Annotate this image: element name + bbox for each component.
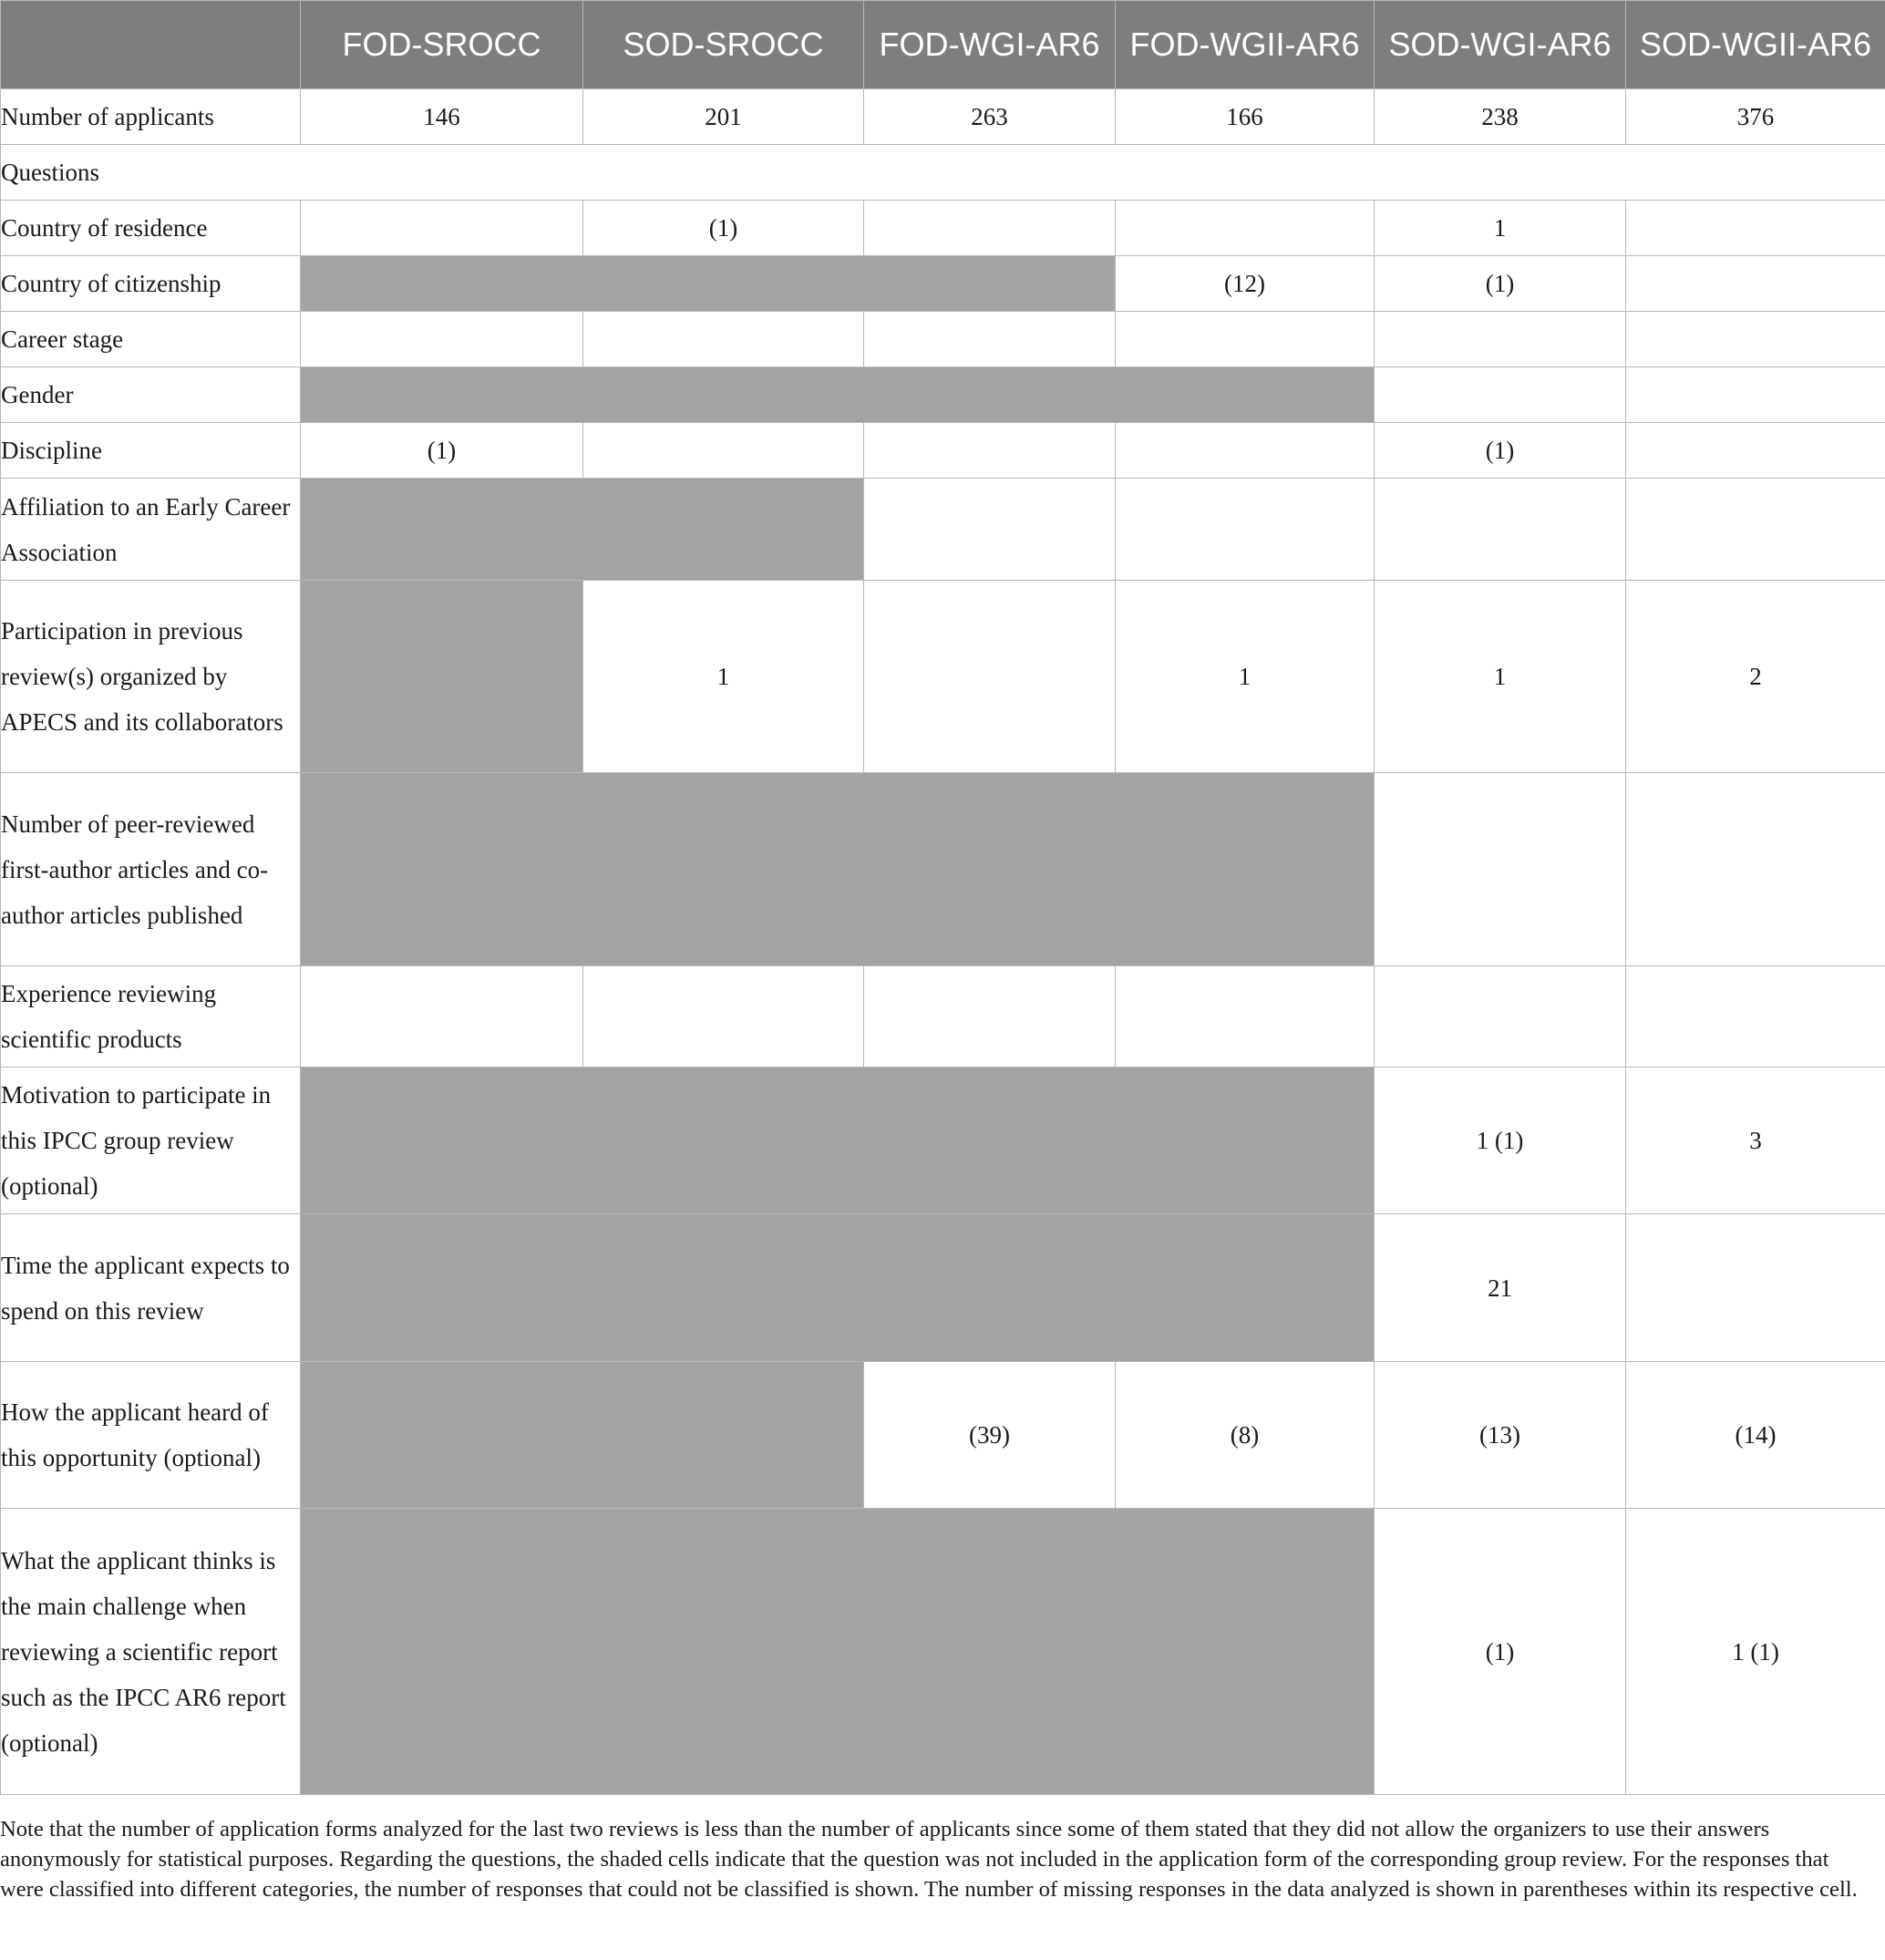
- row-label: Country of citizenship: [1, 256, 301, 312]
- table-cell: [1626, 1214, 1885, 1362]
- table-cell: 3: [1626, 1068, 1885, 1214]
- row-label: Affiliation to an Early Career Association: [1, 479, 301, 581]
- row-label: Time the applicant expects to spend on this review: [1, 1214, 301, 1362]
- table-cell: 238: [1375, 89, 1626, 145]
- table-cell: [1375, 773, 1626, 966]
- table-row-motivation: [1, 1068, 1885, 1214]
- header-sod-wgii-ar6: SOD-WGII-AR6: [1626, 1, 1885, 89]
- row-label: What the applicant thinks is the main challenge when reviewing a scientific report such as the IPCC AR6 report (optional): [1, 1509, 301, 1795]
- table-cell: [864, 423, 1116, 479]
- table-cell: 166: [1116, 89, 1375, 145]
- table-cell: [1626, 256, 1885, 312]
- table-cell: [1375, 367, 1626, 423]
- table-row-articles: [1, 773, 1885, 966]
- table-cell: (1): [1375, 423, 1626, 479]
- row-label: Gender: [1, 367, 301, 423]
- table-cell: [1626, 201, 1885, 256]
- table-cell: [301, 201, 583, 256]
- table-row-applicants: [1, 89, 1885, 145]
- table-cell: 2: [1626, 581, 1885, 773]
- table-footnote: Note that the number of application forms analyzed for the last two reviews is less than the number of applicants since some of them stated that they did not allow the organizers to use their answers anonymously for statistical purposes. Regarding the questions, the shaded cells indicate that the question was not included in the application form of the corresponding group review. For the responses that were classified into different categories, the number of responses that could not be classified is shown. The number of missing responses in the data analyzed is shown in parentheses within its respective cell.: [0, 1817, 1858, 1902]
- table-row-time: [1, 1214, 1885, 1362]
- table-cell: [864, 479, 1116, 581]
- table-cell: (1): [1375, 1509, 1626, 1795]
- table-cell: [301, 312, 583, 367]
- table-row-gender: [1, 367, 1885, 423]
- row-label: Experience reviewing scientific products: [1, 966, 301, 1068]
- table-cell: [1375, 966, 1626, 1068]
- table-cell: [864, 312, 1116, 367]
- table-cell: (14): [1626, 1362, 1885, 1509]
- table-cell: 201: [583, 89, 864, 145]
- table-cell: [1375, 312, 1626, 367]
- table-cell: (8): [1116, 1362, 1375, 1509]
- header-corner: [1, 1, 301, 89]
- table-cell: (1): [583, 201, 864, 256]
- header-fod-srocc: FOD-SROCC: [301, 1, 583, 89]
- table-cell: [1626, 367, 1885, 423]
- table-cell: [1116, 423, 1375, 479]
- shaded-cell: [301, 1509, 1375, 1795]
- table-cell: (12): [1116, 256, 1375, 312]
- table-cell: 1: [1375, 201, 1626, 256]
- table-cell: (13): [1375, 1362, 1626, 1509]
- table-cell: [583, 966, 864, 1068]
- table-row-discipline: [1, 423, 1885, 479]
- table-row-heard: [1, 1362, 1885, 1509]
- shaded-cell: [301, 1068, 1375, 1214]
- table-cell: 1: [1375, 581, 1626, 773]
- table-cell: [1626, 312, 1885, 367]
- table-cell: [1626, 966, 1885, 1068]
- table-row-challenge: [1, 1509, 1885, 1795]
- row-label: Participation in previous review(s) organized by APECS and its collaborators: [1, 581, 301, 773]
- table-cell: 376: [1626, 89, 1885, 145]
- table-cell: [301, 966, 583, 1068]
- row-label: Motivation to participate in this IPCC group review (optional): [1, 1068, 301, 1214]
- table-cell: [1116, 312, 1375, 367]
- table-cell: [1626, 479, 1885, 581]
- row-label: Country of residence: [1, 201, 301, 256]
- shaded-cell: [301, 367, 1375, 423]
- table-cell: [864, 581, 1116, 773]
- shaded-cell: [301, 479, 864, 581]
- table-cell: [1116, 966, 1375, 1068]
- table-cell: 1: [1116, 581, 1375, 773]
- table-row-experience: [1, 966, 1885, 1068]
- shaded-cell: [301, 1214, 1375, 1362]
- table-cell: 1 (1): [1375, 1068, 1626, 1214]
- shaded-cell: [301, 1362, 864, 1509]
- table-row-affiliation: [1, 479, 1885, 581]
- section-label: Questions: [1, 145, 1885, 201]
- table-cell: (1): [301, 423, 583, 479]
- shaded-cell: [301, 773, 1375, 966]
- table-cell: [864, 966, 1116, 1068]
- table-cell: 146: [301, 89, 583, 145]
- table-cell: 1: [583, 581, 864, 773]
- table-cell: [1375, 479, 1626, 581]
- table-row-citizenship: [1, 256, 1885, 312]
- table-cell: 1 (1): [1626, 1509, 1885, 1795]
- table-cell: [864, 201, 1116, 256]
- header-fod-wgi-ar6: FOD-WGI-AR6: [864, 1, 1116, 89]
- row-label: Discipline: [1, 423, 301, 479]
- table-cell: [1116, 201, 1375, 256]
- header-sod-wgi-ar6: SOD-WGI-AR6: [1375, 1, 1626, 89]
- table-cell: (1): [1375, 256, 1626, 312]
- table-cell: 21: [1375, 1214, 1626, 1362]
- table-cell: [583, 312, 864, 367]
- shaded-cell: [301, 581, 583, 773]
- shaded-cell: [301, 256, 1116, 312]
- table-row-questions: [1, 145, 1885, 201]
- row-label: How the applicant heard of this opportunity (optional): [1, 1362, 301, 1509]
- header-row: [1, 1, 1885, 89]
- table-cell: 263: [864, 89, 1116, 145]
- row-label: Career stage: [1, 312, 301, 367]
- header-fod-wgii-ar6: FOD-WGII-AR6: [1116, 1, 1375, 89]
- table-cell: [583, 423, 864, 479]
- header-sod-srocc: SOD-SROCC: [583, 1, 864, 89]
- row-label: Number of peer-reviewed first-author articles and co-author articles published: [1, 773, 301, 966]
- table-cell: [1626, 423, 1885, 479]
- table-cell: (39): [864, 1362, 1116, 1509]
- table-cell: [1626, 773, 1885, 966]
- table-row-residence: [1, 201, 1885, 256]
- table-row-career: [1, 312, 1885, 367]
- row-label: Number of applicants: [1, 89, 301, 145]
- table-cell: [1116, 479, 1375, 581]
- table-row-participation: [1, 581, 1885, 773]
